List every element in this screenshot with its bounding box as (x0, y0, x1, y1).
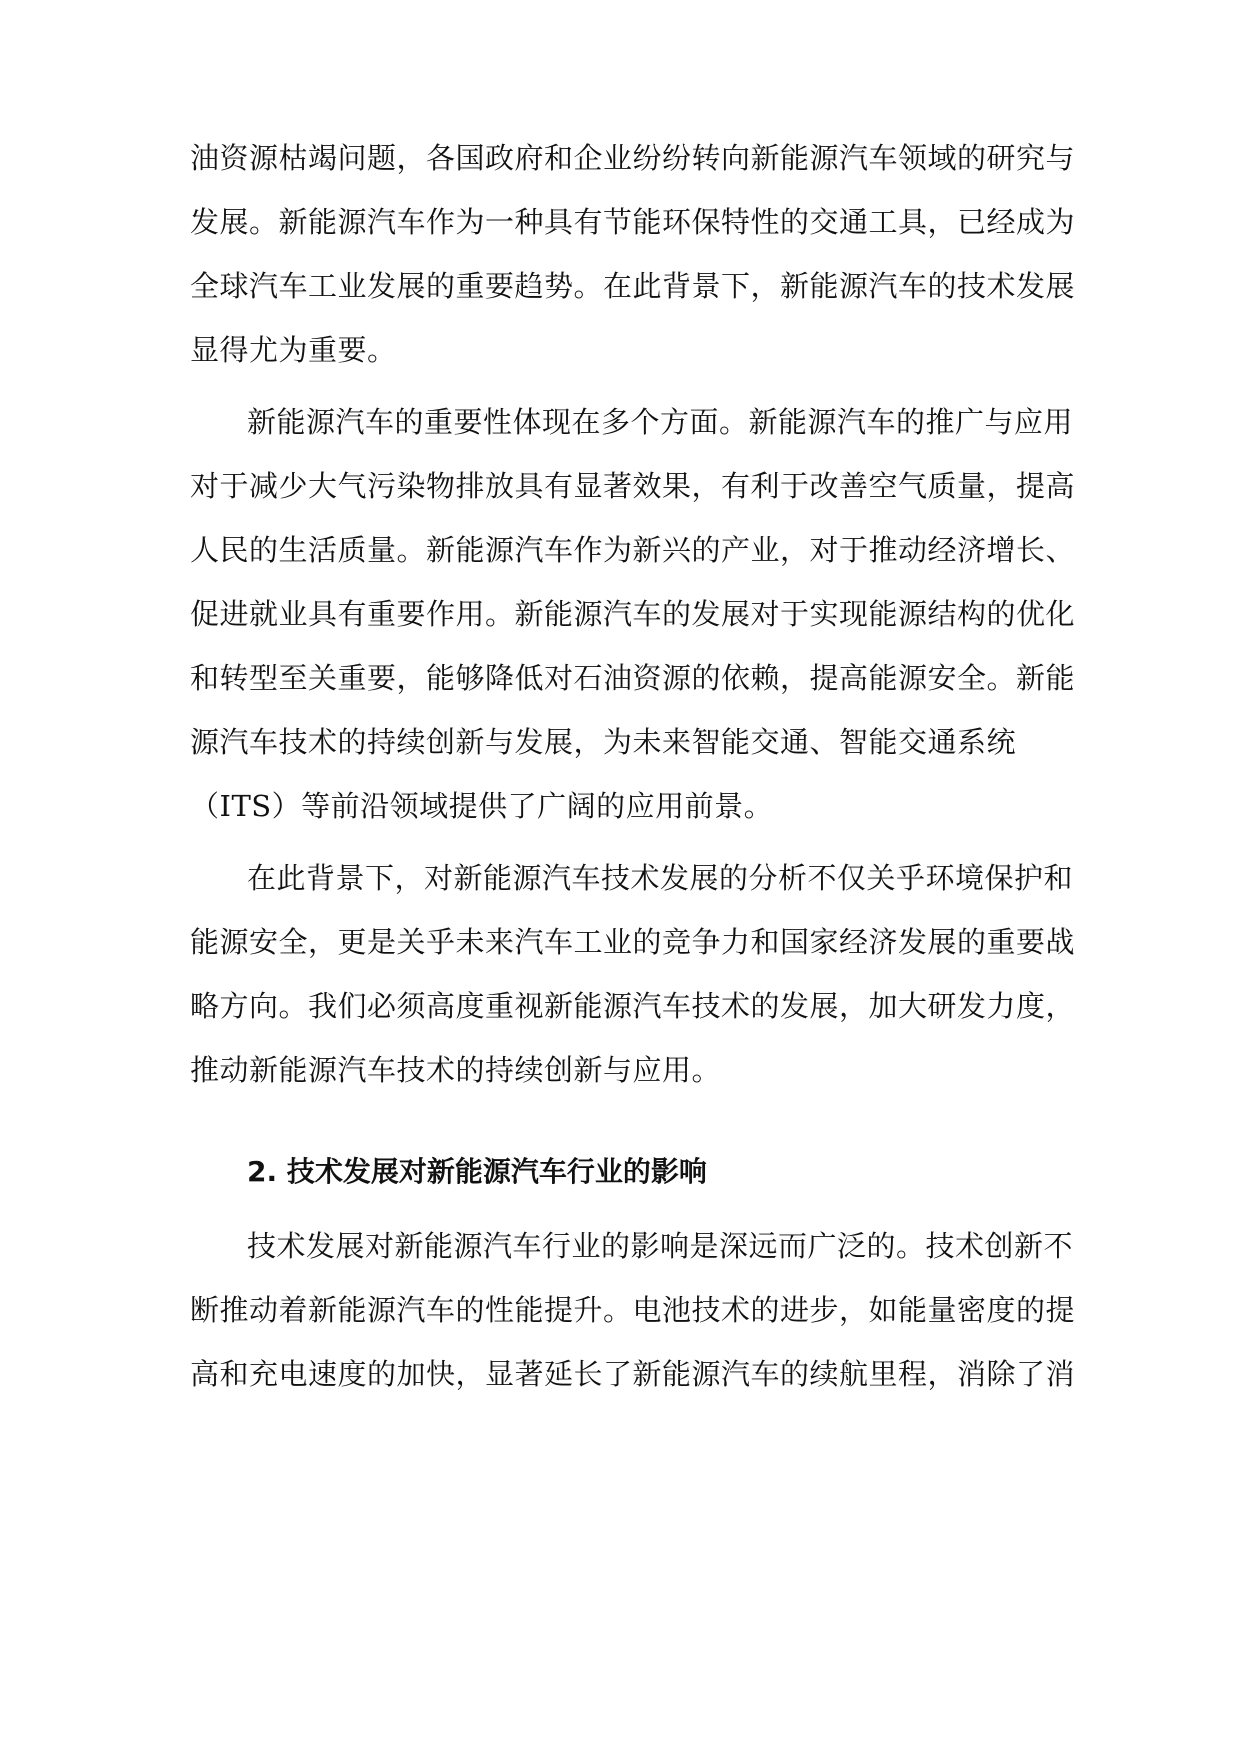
paragraph-1-line-3: 全球汽车工业发展的重要趋势。在此背景下，新能源汽车的技术发展 (190, 269, 1076, 303)
paragraph-2-line-6: 源汽车技术的持续创新与发展，为未来智能交通、智能交通系统 (190, 725, 1017, 759)
section-paragraph-line-2: 断推动着新能源汽车的性能提升。电池技术的进步，如能量密度的提 (190, 1293, 1076, 1327)
section-paragraph-line-3: 高和充电速度的加快，显著延长了新能源汽车的续航里程，消除了消 (190, 1357, 1076, 1391)
paragraph-1-line-1: 油资源枯竭问题，各国政府和企业纷纷转向新能源汽车领域的研究与 (190, 141, 1076, 175)
paragraph-3-line-1: 在此背景下，对新能源汽车技术发展的分析不仅关乎环境保护和 (247, 861, 1074, 895)
paragraph-3-line-4: 推动新能源汽车技术的持续创新与应用。 (190, 1053, 722, 1087)
paragraph-1-line-2: 发展。新能源汽车作为一种具有节能环保特性的交通工具，已经成为 (190, 205, 1076, 239)
section-heading: 2. 技术发展对新能源汽车行业的影响 (247, 1155, 707, 1188)
paragraph-2-line-7: （ITS）等前沿领域提供了广阔的应用前景。 (190, 789, 774, 823)
paragraph-2-line-4: 促进就业具有重要作用。新能源汽车的发展对于实现能源结构的优化 (190, 597, 1076, 631)
paragraph-2-line-5: 和转型至关重要，能够降低对石油资源的依赖，提高能源安全。新能 (190, 661, 1076, 695)
paragraph-3-line-2: 能源安全，更是关乎未来汽车工业的竞争力和国家经济发展的重要战 (190, 925, 1076, 959)
paragraph-3-line-3: 略方向。我们必须高度重视新能源汽车技术的发展，加大研发力度， (190, 989, 1076, 1023)
paragraph-2-line-2: 对于减少大气污染物排放具有显著效果，有利于改善空气质量，提高 (190, 469, 1076, 503)
paragraph-2-line-1: 新能源汽车的重要性体现在多个方面。新能源汽车的推广与应用 (247, 405, 1074, 439)
paragraph-1-line-4: 显得尤为重要。 (190, 333, 397, 367)
paragraph-2-line-3: 人民的生活质量。新能源汽车作为新兴的产业，对于推动经济增长、 (190, 533, 1076, 567)
section-paragraph-line-1: 技术发展对新能源汽车行业的影响是深远而广泛的。技术创新不 (247, 1229, 1074, 1263)
